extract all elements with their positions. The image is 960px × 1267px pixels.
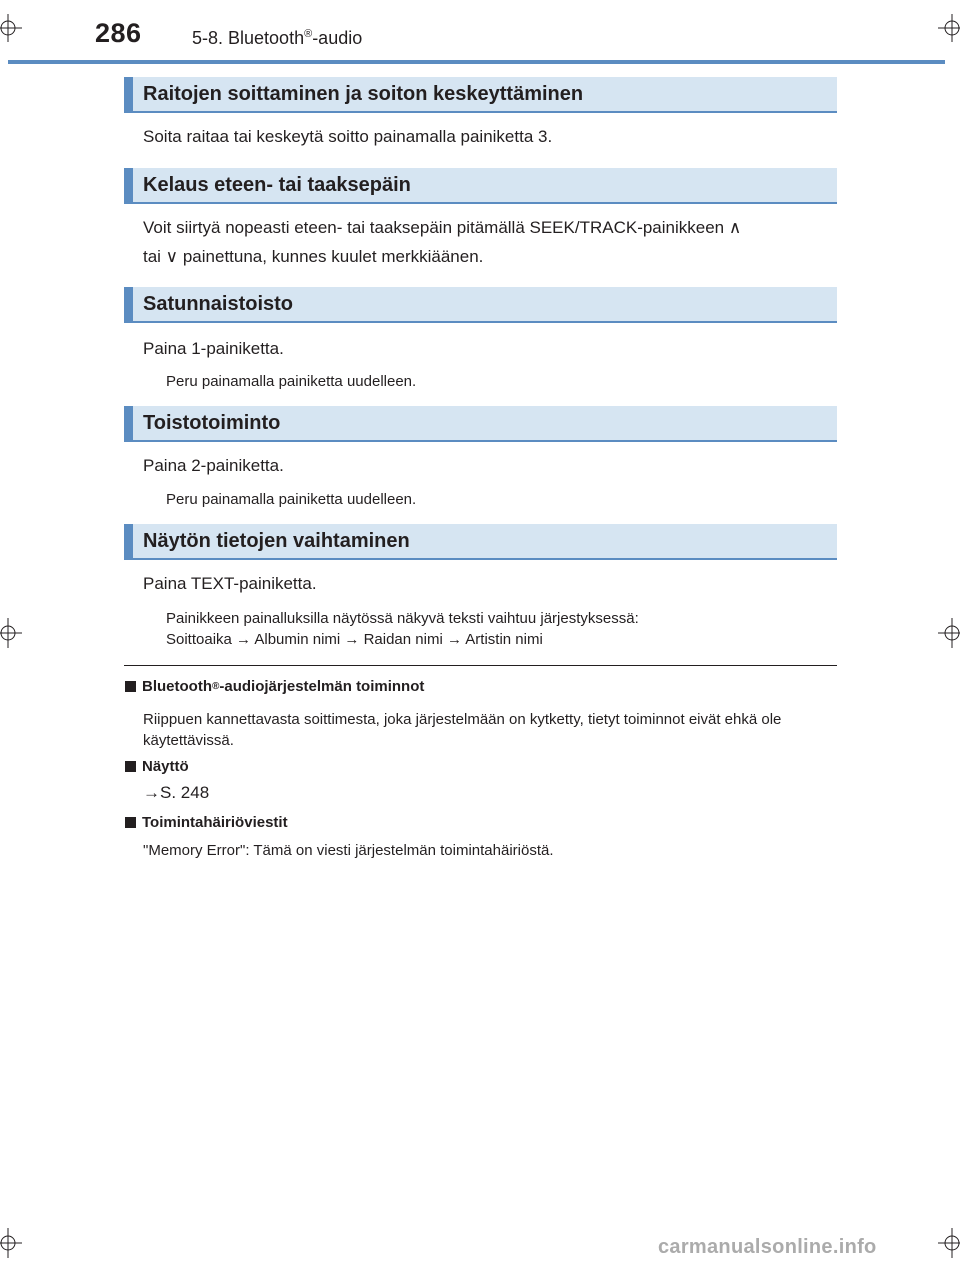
crop-mark-top-left	[0, 14, 30, 44]
note-heading-text: Näyttö	[142, 758, 189, 775]
note-text-bluetooth-functions: Riippuen kannettavasta soittimesta, joka järjestelmään on kytketty, tietyt toiminnot eivät ehkä ole käytettävissä.	[143, 711, 782, 749]
section-heading-random: Satunnaistoisto	[124, 287, 837, 323]
section-heading-seek: Kelaus eteen- tai taaksepäin	[124, 168, 837, 204]
notes-divider	[124, 665, 837, 666]
crop-mark-top-right	[930, 14, 960, 44]
chapter-title-text: 5-8. Bluetooth	[192, 28, 305, 48]
bullet-square-icon	[125, 681, 136, 692]
chapter-title	[192, 28, 362, 49]
registered-mark: ®	[211, 681, 220, 692]
section-sub-repeat: Peru painamalla painiketta uudelleen.	[166, 491, 417, 508]
section-heading-repeat: Toistotoiminto	[124, 406, 837, 442]
crop-mark-mid-left	[0, 618, 30, 648]
bullet-square-icon	[125, 817, 136, 828]
section-body-repeat: Paina 2-painiketta.	[143, 456, 284, 475]
section-body-seek-line2: tai ∨ painettuna, kunnes kuulet merkkiäänen.	[143, 247, 484, 266]
section-body-display-info: Paina TEXT-painiketta.	[143, 574, 317, 593]
section-body-play-pause: Soita raitaa tai keskeytä soitto painamalla painiketta 3.	[143, 127, 553, 146]
note-text-error-messages: "Memory Error": Tämä on viesti järjestelmän toimintahäiriöstä.	[143, 842, 554, 859]
section-heading-display-info: Näytön tietojen vaihtaminen	[124, 524, 837, 560]
header-rule	[8, 60, 945, 64]
section-sub-display-info-line2: Soittoaika → Albumin nimi → Raidan nimi → Artistin nimi	[166, 631, 543, 648]
chapter-title-suffix: -audio	[312, 28, 363, 48]
section-body-random: Paina 1-painiketta.	[143, 339, 284, 358]
watermark: carmanualsonline.info	[658, 1236, 877, 1258]
note-heading-text: Toimintahäiriöviestit	[142, 814, 288, 831]
crop-mark-bottom-right	[930, 1228, 960, 1258]
section-sub-display-info-line1: Painikkeen painalluksilla näytössä näkyvä teksti vaihtuu järjestyksessä:	[166, 610, 639, 627]
crop-mark-mid-right	[930, 618, 960, 648]
note-heading-error-messages	[125, 814, 288, 831]
crop-mark-bottom-left	[0, 1228, 30, 1258]
section-sub-random: Peru painamalla painiketta uudelleen.	[166, 373, 417, 390]
note-heading-suffix: -audiojärjestelmän toiminnot	[219, 678, 425, 695]
note-heading-text: Bluetooth	[142, 678, 212, 695]
page-number: 286	[95, 18, 142, 48]
note-heading-bluetooth-functions	[125, 678, 424, 695]
registered-mark: ®	[304, 28, 313, 40]
section-heading-play-pause: Raitojen soittaminen ja soiton keskeyttäminen	[124, 77, 837, 113]
bullet-square-icon	[125, 761, 136, 772]
section-body-seek-line1: Voit siirtyä nopeasti eteen- tai taaksepäin pitämällä SEEK/TRACK-painikkeen ∧	[143, 218, 742, 237]
note-heading-display	[125, 758, 189, 775]
note-reference-page: →S. 248	[143, 783, 210, 802]
